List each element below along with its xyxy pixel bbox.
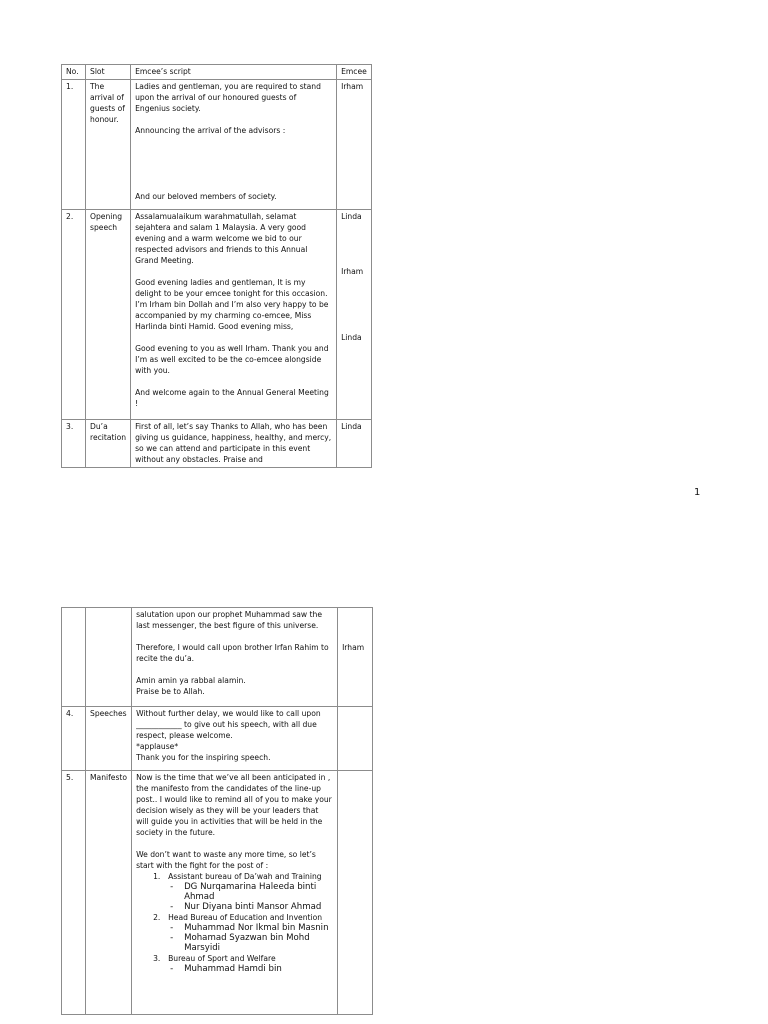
slot-cell: Opening speech [86, 210, 131, 420]
post-item [153, 912, 333, 953]
script-cell [131, 80, 337, 210]
emcee-name: Irham [341, 267, 364, 276]
post-item [153, 871, 333, 912]
emcee-cell [337, 80, 372, 210]
script-paragraph: Therefore, I would call upon brother Irfan Rahim to recite the du’a. [136, 643, 329, 663]
emcee-cell [338, 771, 373, 1015]
header-script: Emcee’s script [131, 65, 337, 80]
script-cell [132, 771, 338, 1015]
candidate-name: - Nur Diyana binti Mansor Ahmad [184, 902, 333, 912]
script-paragraph: Thank you for the inspiring speech. [136, 753, 271, 762]
post-list [136, 871, 333, 974]
script-paragraph: And our beloved members of society. [135, 192, 277, 201]
header-emcee: Emcee [337, 65, 372, 80]
emcee-cell [337, 420, 372, 468]
script-paragraph: First of all, let’s say Thanks to Allah, who has been giving us guidance, happiness, healthy, and mercy, so we can attend and participate in this event without any obstacles. Praise and [135, 422, 332, 464]
emcee-name: Linda [341, 212, 362, 221]
script-paragraph: Now is the time that we’ve all been anticipated in , the manifesto from the candidates of the line-up post.. I would like to remind all of you to make your decision wisely as they will be your leaders that will guide you in activities that will be held in the society in the future. [136, 773, 332, 837]
emcee-cell [338, 608, 373, 707]
row-number: 2. [62, 210, 86, 420]
script-paragraph: Amin amin ya rabbal alamin. [136, 676, 246, 685]
table-row [62, 210, 372, 420]
script-paragraph: And welcome again to the Annual General Meeting ! [135, 388, 329, 408]
candidate-name: - Mohamad Syazwan bin Mohd Marsyidi [184, 933, 333, 953]
emcee-name: Irham [341, 82, 364, 91]
row-number: 4. [62, 707, 86, 771]
script-table-page-1 [61, 64, 372, 468]
table-row [62, 420, 372, 468]
post-item [153, 953, 333, 974]
post-number: 1. [153, 872, 161, 881]
script-paragraph: Announcing the arrival of the advisors : [135, 126, 286, 135]
script-cell [132, 707, 338, 771]
slot-cell: Manifesto [86, 771, 132, 1015]
script-cell [131, 420, 337, 468]
script-paragraph: We don’t want to waste any more time, so let’s start with the fight for the post of : [136, 850, 316, 870]
post-title: Head Bureau of Education and Invention [168, 913, 323, 922]
candidate-name: - DG Nurqamarina Haleeda binti Ahmad [184, 882, 333, 902]
page-number: 1 [694, 487, 701, 498]
script-cell [131, 210, 337, 420]
emcee-cell [337, 210, 372, 420]
script-paragraph: Good evening ladies and gentleman, It is my delight to be your emcee tonight for this occasion. I’m Irham bin Dollah and I’m also very happy to be accompanied by my charming co-emcee, Miss Harlinda binti Hamid. Good evening miss, [135, 278, 329, 331]
candidate-name: - Muhammad Nor Ikmal bin Masnin [184, 923, 333, 933]
script-paragraph: Assalamualaikum warahmatullah, selamat sejahtera and salam 1 Malaysia. A very good evening and a warm welcome we bid to our respected advisors and friends to this Annual Grand Meeting. [135, 212, 308, 265]
table-header-row [62, 65, 372, 80]
post-title: Assistant bureau of Da’wah and Training [168, 872, 322, 881]
script-paragraph: Without further delay, we would like to call upon ____________ to give out his speech, with all due respect, please welcome. [136, 709, 321, 740]
slot-cell: Speeches [86, 707, 132, 771]
post-number: 2. [153, 913, 161, 922]
script-paragraph: Praise be to Allah. [136, 687, 205, 696]
script-paragraph: Ladies and gentleman, you are required to stand upon the arrival of our honoured guests of Engenius society. [135, 82, 321, 113]
table-row-continued [62, 608, 373, 707]
script-paragraph: salutation upon our prophet Muhammad saw the last messenger, the best figure of this universe. [136, 610, 323, 630]
candidate-name: - Muhammad Hamdi bin [184, 964, 333, 974]
candidate-list [168, 964, 333, 974]
script-cell [132, 608, 338, 707]
row-number: 1. [62, 80, 86, 210]
candidate-list [168, 882, 333, 912]
post-number: 3. [153, 954, 161, 963]
script-paragraph: *applause* [136, 742, 179, 751]
script-table-page-2 [61, 607, 373, 1015]
slot-cell: The arrival of guests of honour. [86, 80, 131, 210]
emcee-name: Irham [342, 643, 365, 652]
candidate-list [168, 923, 333, 953]
emcee-name: Linda [341, 333, 362, 342]
table-row [62, 707, 373, 771]
post-title: Bureau of Sport and Welfare [168, 954, 276, 963]
script-paragraph: Good evening to you as well Irham. Thank you and I’m as well excited to be the co-emcee alongside with you. [135, 344, 329, 375]
table-row [62, 80, 372, 210]
row-number: 5. [62, 771, 86, 1015]
row-number: 3. [62, 420, 86, 468]
emcee-name: Linda [341, 422, 362, 431]
table-row [62, 771, 373, 1015]
slot-cell: Du’a recitation [86, 420, 131, 468]
header-no: No. [62, 65, 86, 80]
header-slot: Slot [86, 65, 131, 80]
emcee-cell [338, 707, 373, 771]
